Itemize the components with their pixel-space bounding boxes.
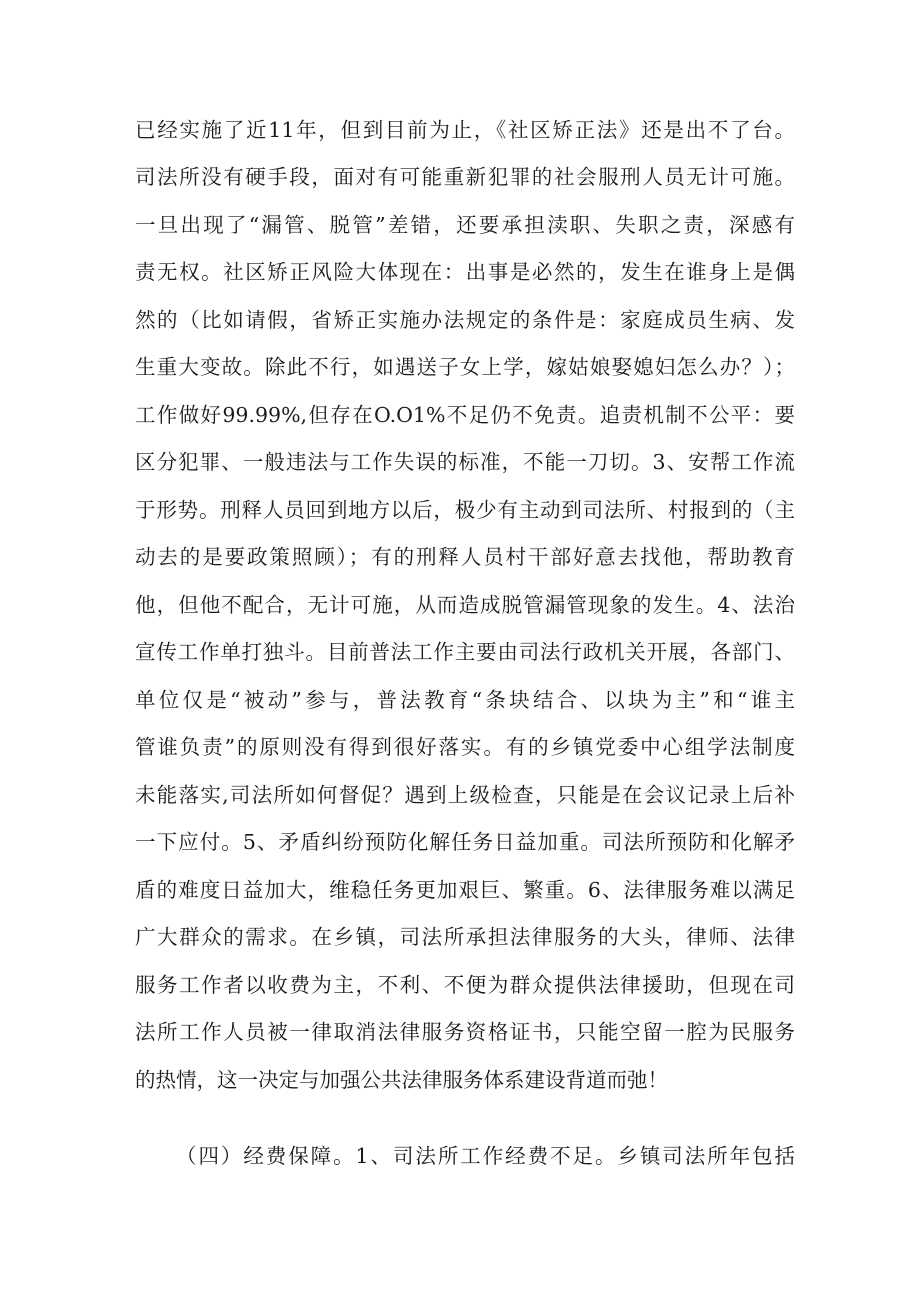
- paragraph-line: 服务工作者以收费为主，不利、不便为群众提供法律援助，但现在司: [135, 973, 795, 997]
- paragraph-line: 一旦出现了“漏管、脱管”差错，还要承担渎职、失职之责，深感有: [135, 213, 795, 237]
- paragraph-line: 一下应付。5、矛盾纠纷预防化解任务日益加重。司法所预防和化解矛: [135, 830, 795, 854]
- paragraph-line: 法所工作人员被一律取消法律服务资格证书，只能空留一腔为民服务: [135, 1020, 795, 1044]
- paragraph-line: 于形势。刑释人员回到地方以后，极少有主动到司法所、村报到的（主: [135, 498, 795, 522]
- paragraph-line: 责无权。社区矫正风险大体现在：出事是必然的，发生在谁身上是偶: [135, 260, 795, 284]
- paragraph-line: 盾的难度日益加大，维稳任务更加艰巨、繁重。6、法律服务难以满足: [135, 878, 795, 902]
- paragraph-line: 司法所没有硬手段，面对有可能重新犯罪的社会服刑人员无计可施。: [135, 165, 795, 189]
- paragraph-line: 单位仅是“被动”参与，普法教育“条块结合、以块为主”和“谁主: [135, 688, 795, 712]
- paragraph-line: 他，但他不配合，无计可施，从而造成脱管漏管现象的发生。4、法治: [135, 593, 795, 617]
- paragraph-line: 广大群众的需求。在乡镇，司法所承担法律服务的大头，律师、法律: [135, 925, 795, 949]
- paragraph-line: 工作做好99.99%,但存在O.O1%不足仍不免责。追责机制不公平：要: [135, 403, 795, 427]
- paragraph-line: 的热情，这一决定与加强公共法律服务体系建设背道而弛！: [135, 1068, 668, 1092]
- paragraph-line: 已经实施了近11年，但到目前为止，《社区矫正法》还是出不了台。: [135, 118, 795, 142]
- paragraph-line: 区分犯罪、一般违法与工作失误的标准，不能一刀切。3、安帮工作流: [135, 450, 795, 474]
- paragraph-line: 宣传工作单打独斗。目前普法工作主要由司法行政机关开展，各部门、: [135, 640, 795, 664]
- section-heading: （四）经费保障。1、司法所工作经费不足。乡镇司法所年包括: [176, 1144, 795, 1168]
- paragraph-line: 生重大变故。除此不行，如遇送子女上学，嫁姑娘娶媳妇怎么办？）；: [135, 355, 795, 379]
- paragraph-line: 管谁负责”的原则没有得到很好落实。有的乡镇党委中心组学法制度: [135, 735, 795, 759]
- paragraph-line: 未能落实,司法所如何督促？遇到上级检查，只能是在会议记录上后补: [135, 783, 795, 807]
- paragraph-line: 然的（比如请假，省矫正实施办法规定的条件是：家庭成员生病、发: [135, 308, 795, 332]
- paragraph-line: 动去的是要政策照顾）；有的刑释人员村干部好意去找他，帮助教育: [135, 545, 795, 569]
